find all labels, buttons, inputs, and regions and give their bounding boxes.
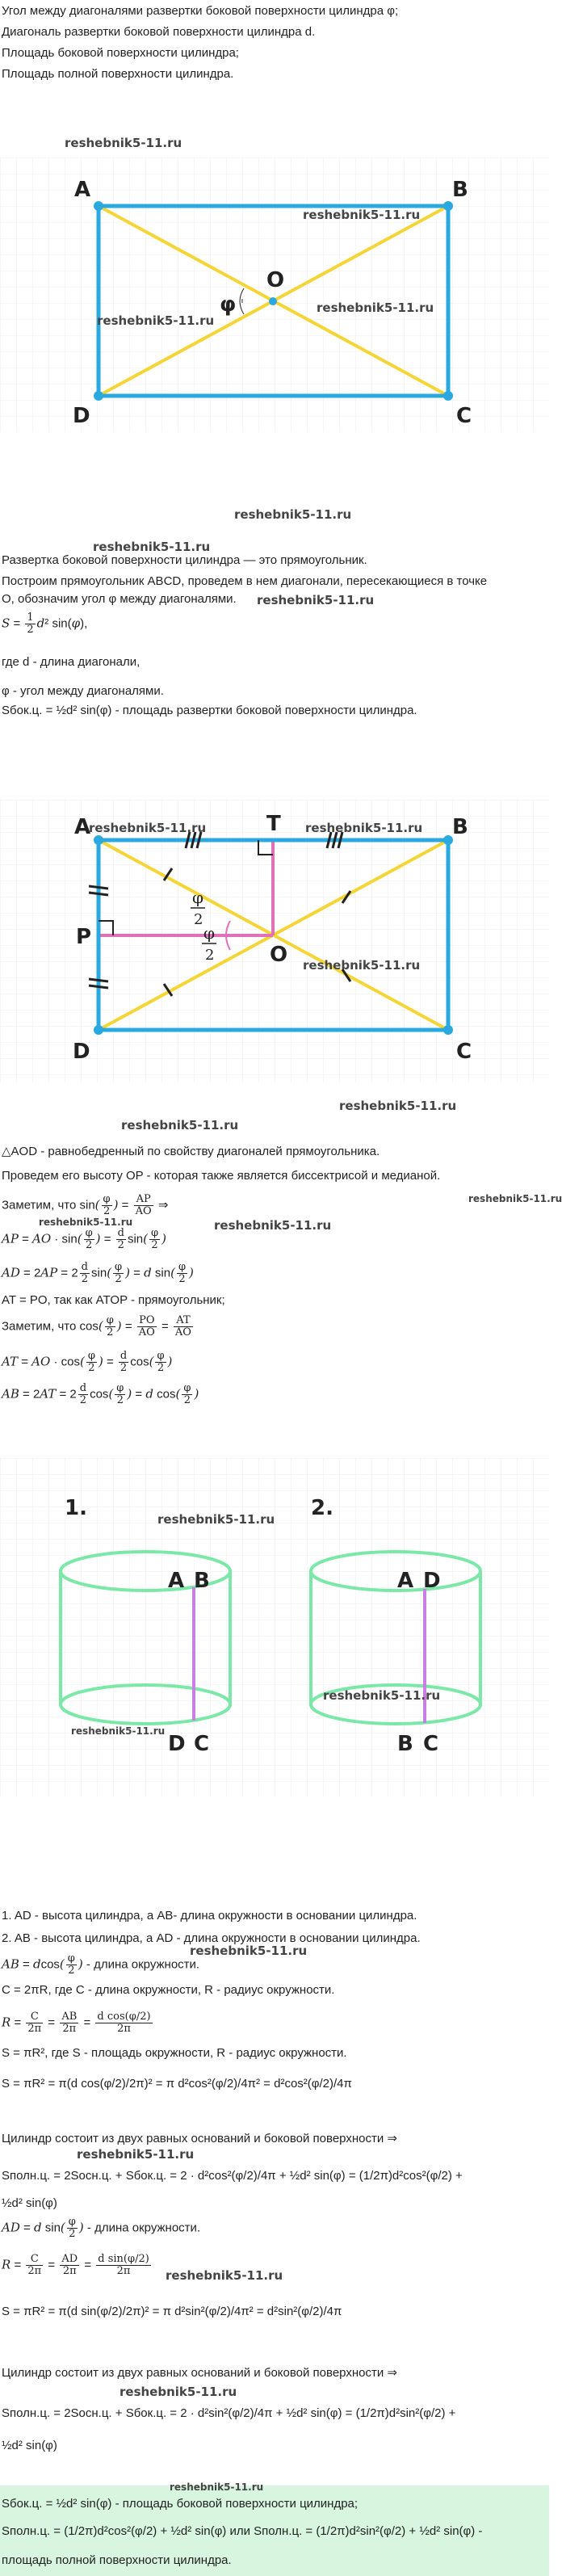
watermark: reshebnik5-11.ru xyxy=(257,593,375,607)
watermark: reshebnik5-11.ru xyxy=(305,821,423,835)
watermark: reshebnik5-11.ru xyxy=(97,313,215,328)
vertex-c-label: C xyxy=(456,1040,472,1064)
total-area-formula-2: Sполн.ц. = 2Sосн.ц. + Sбок.ц. = 2 · d²sin²(φ/2)/4π + ½d² sin(φ) = (1/2π)d²sin²(φ/2) + xyxy=(2,2406,456,2420)
half-angle-den-2: 2 xyxy=(205,947,215,964)
watermark: reshebnik5-11.ru xyxy=(303,958,421,973)
watermark: reshebnik5-11.ru xyxy=(71,1725,166,1737)
find-lateral: Площадь боковой поверхности цилиндра; xyxy=(2,46,239,60)
circumference-formula: C = 2πR, где C - длина окружности, R - радиус окружности. xyxy=(2,1983,335,1997)
where-phi: φ - угол между диагоналями. xyxy=(2,684,164,698)
watermark: reshebnik5-11.ru xyxy=(323,1688,441,1703)
radius-formula-2: R = $\frac{C}{2\pi}$ = $\frac{AD}{2\pi}$ = $\frac{\text{d sin(φ/2)}}{2\pi}$ xyxy=(2,2253,149,2277)
cyl1-d-label: D xyxy=(168,1732,186,1756)
circle-area-formula-1: S = πR² = π(d cos(φ/2)/2π)² = π d²cos²(φ/2)/4π² = d²cos²(φ/2)/4π xyxy=(2,2077,352,2091)
at-po-note: AT = PO, так как ATOP - прямоугольник; xyxy=(2,1293,225,1307)
vertex-d-label: D xyxy=(73,1040,90,1064)
case-2-label: 2. xyxy=(311,1496,333,1520)
total-area-formula-1: Sполн.ц. = 2Sосн.ц. + Sбок.ц. = 2 · d²cos²(φ/2)/4π + ½d² sin(φ) = (1/2π)d²cos²(φ/2) + xyxy=(2,2169,463,2183)
half-angle-num-2: φ xyxy=(203,923,216,943)
center-o-label: O xyxy=(270,943,288,967)
isosceles-note: △AOD - равнобедренный по свойству диагоналей прямоугольника. xyxy=(2,1145,380,1158)
where-d: где d - длина диагонали, xyxy=(2,655,140,669)
area-formula: S = $\frac{1}{2}$ d² sin(φ), xyxy=(2,611,88,636)
cylinder-composition-2: Цилиндр состоит из двух равных оснований и боковой поверхности ⇒ xyxy=(2,2366,397,2380)
figure-rectangle-height xyxy=(0,800,549,1082)
watermark: reshebnik5-11.ru xyxy=(214,1218,332,1233)
center-o-label: O xyxy=(266,268,285,292)
radius-formula-1: R = $\frac{C}{2\pi}$ = $\frac{AB}{2\pi}$ = $\frac{\text{d cos(φ/2)}}{2\pi}$ xyxy=(2,2011,151,2035)
vertex-c-label: C xyxy=(456,404,472,428)
cyl2-d-label: D xyxy=(423,1569,441,1593)
watermark: reshebnik5-11.ru xyxy=(93,540,211,554)
denote-angle: O, обозначим угол φ между диагоналями. xyxy=(2,592,237,606)
find-total: Площадь полной поверхности цилиндра. xyxy=(2,67,234,81)
ab-formula: AB = 2AT = 2 $\frac{d}{2}$ cos( $\frac{\varphi}{2}$ ) = d cos( $\frac{\varphi}{2}$ ) xyxy=(2,1382,199,1406)
watermark: reshebnik5-11.ru xyxy=(157,1512,275,1527)
vertex-b-label: B xyxy=(452,178,468,202)
vertex-a-label: A xyxy=(74,178,91,202)
cyl2-c-label: C xyxy=(423,1732,439,1756)
net-is-rectangle: Развертка боковой поверхности цилиндра — это прямоугольник. xyxy=(2,553,367,567)
at-formula: AT = AO · cos( $\frac{\varphi}{2}$ ) = $\frac{d}{2}$ cos( $\frac{\varphi}{2}$ ) xyxy=(2,1350,173,1374)
point-t-label: T xyxy=(266,812,281,836)
answer-total-cont: площадь полной поверхности цилиндра. xyxy=(2,2553,232,2567)
watermark: reshebnik5-11.ru xyxy=(39,1217,133,1228)
total-area-formula-2-cont: ½d² sin(φ) xyxy=(2,2439,57,2452)
half-angle-num-1: φ xyxy=(192,888,204,907)
cyl1-a-label: A xyxy=(168,1569,185,1593)
case2-note: 2. AB - высота цилиндра, а AD - длина окружности в основании цилиндра. xyxy=(2,1931,421,1945)
point-p-label: P xyxy=(76,925,92,949)
ap-formula: AP = AO · sin( $\frac{\varphi}{2}$ ) = $\frac{d}{2}$ sin( $\frac{\varphi}{2}$ ) xyxy=(2,1227,166,1251)
case1-note: 1. AD - высота цилиндра, а AB- длина окружности в основании цилиндра. xyxy=(2,1909,417,1923)
height-note: Проведем его высоту OP - которая также является биссектрисой и медианой. xyxy=(2,1169,441,1183)
vertex-b-label: B xyxy=(452,815,468,839)
ad-circumference: AD = d sin( $\frac{\varphi}{2}$ ) - длина окружности. xyxy=(2,2216,201,2240)
figure-cylinders xyxy=(0,1458,549,1797)
watermark: reshebnik5-11.ru xyxy=(317,300,434,315)
ad-formula: AD = 2AP = 2 $\frac{d}{2}$ sin( $\frac{\varphi}{2}$ ) = d sin( $\frac{\varphi}{2}$ ) xyxy=(2,1261,194,1285)
watermark: reshebnik5-11.ru xyxy=(89,821,207,835)
cyl1-c-label: C xyxy=(194,1732,210,1756)
answer-total: Sполн.ц. = (1/2π)d²cos²(φ/2) + ½d² sin(φ) или Sполн.ц. = (1/2π)d²sin²(φ/2) + ½d² sin(φ) - xyxy=(2,2524,483,2538)
vertex-a-label: A xyxy=(74,815,91,839)
half-angle-den-1: 2 xyxy=(194,911,203,928)
cyl2-a-label: A xyxy=(397,1569,414,1593)
cyl2-b-label: B xyxy=(397,1732,413,1756)
watermark: reshebnik5-11.ru xyxy=(468,1193,562,1204)
watermark: reshebnik5-11.ru xyxy=(121,1118,239,1133)
cos-half-angle: Заметим, что cos( $\frac{\varphi}{2}$ ) = $\frac{PO}{AO}$ = $\frac{AT}{AO}$ xyxy=(2,1314,191,1338)
figure-rectangle-diagonals xyxy=(0,158,549,432)
angle-phi-label: φ xyxy=(220,292,237,317)
circle-area-note-1: S = πR², где S - площадь окружности, R - радиус окружности. xyxy=(2,2046,347,2060)
case-1-label: 1. xyxy=(65,1496,87,1520)
vertex-d-label: D xyxy=(73,404,90,428)
cylinder-composition-1: Цилиндр состоит из двух равных оснований и боковой поверхности ⇒ xyxy=(2,2132,397,2145)
cyl1-b-label: B xyxy=(194,1569,210,1593)
answer-lateral: Sбок.ц. = ½d² sin(φ) - площадь боковой поверхности цилиндра; xyxy=(2,2497,359,2511)
watermark: reshebnik5-11.ru xyxy=(120,2385,237,2399)
watermark: reshebnik5-11.ru xyxy=(170,2481,264,2493)
watermark: reshebnik5-11.ru xyxy=(339,1099,457,1113)
construct-rectangle: Построим прямоугольник ABCD, проведем в нем диагонали, пересекающиеся в точке xyxy=(2,574,488,588)
given-angle: Угол между диагоналями развертки боковой поверхности цилиндра φ; xyxy=(2,4,399,18)
watermark: reshebnik5-11.ru xyxy=(234,507,352,522)
ab-circumference: AB = dcos( $\frac{\varphi}{2}$ ) - длина окружности. xyxy=(2,1952,200,1977)
watermark: reshebnik5-11.ru xyxy=(190,1944,308,1958)
circle-area-formula-2: S = πR² = π(d sin(φ/2)/2π)² = π d²sin²(φ/2)/4π² = d²sin²(φ/2)/4π xyxy=(2,2305,342,2318)
given-diagonal: Диагональ развертки боковой поверхности цилиндра d. xyxy=(2,25,316,39)
lateral-area-formula: Sбок.ц. = ½d² sin(φ) - площадь развертки боковой поверхности цилиндра. xyxy=(2,704,417,717)
total-area-formula-1-cont: ½d² sin(φ) xyxy=(2,2196,57,2210)
sin-half-angle: Заметим, что sin( $\frac{\varphi}{2}$ ) = $\frac{AP}{AO}$ ⇒ xyxy=(2,1193,169,1217)
watermark: reshebnik5-11.ru xyxy=(77,2147,195,2162)
watermark: reshebnik5-11.ru xyxy=(166,2268,283,2283)
watermark: reshebnik5-11.ru xyxy=(303,208,421,222)
watermark: reshebnik5-11.ru xyxy=(65,136,182,150)
